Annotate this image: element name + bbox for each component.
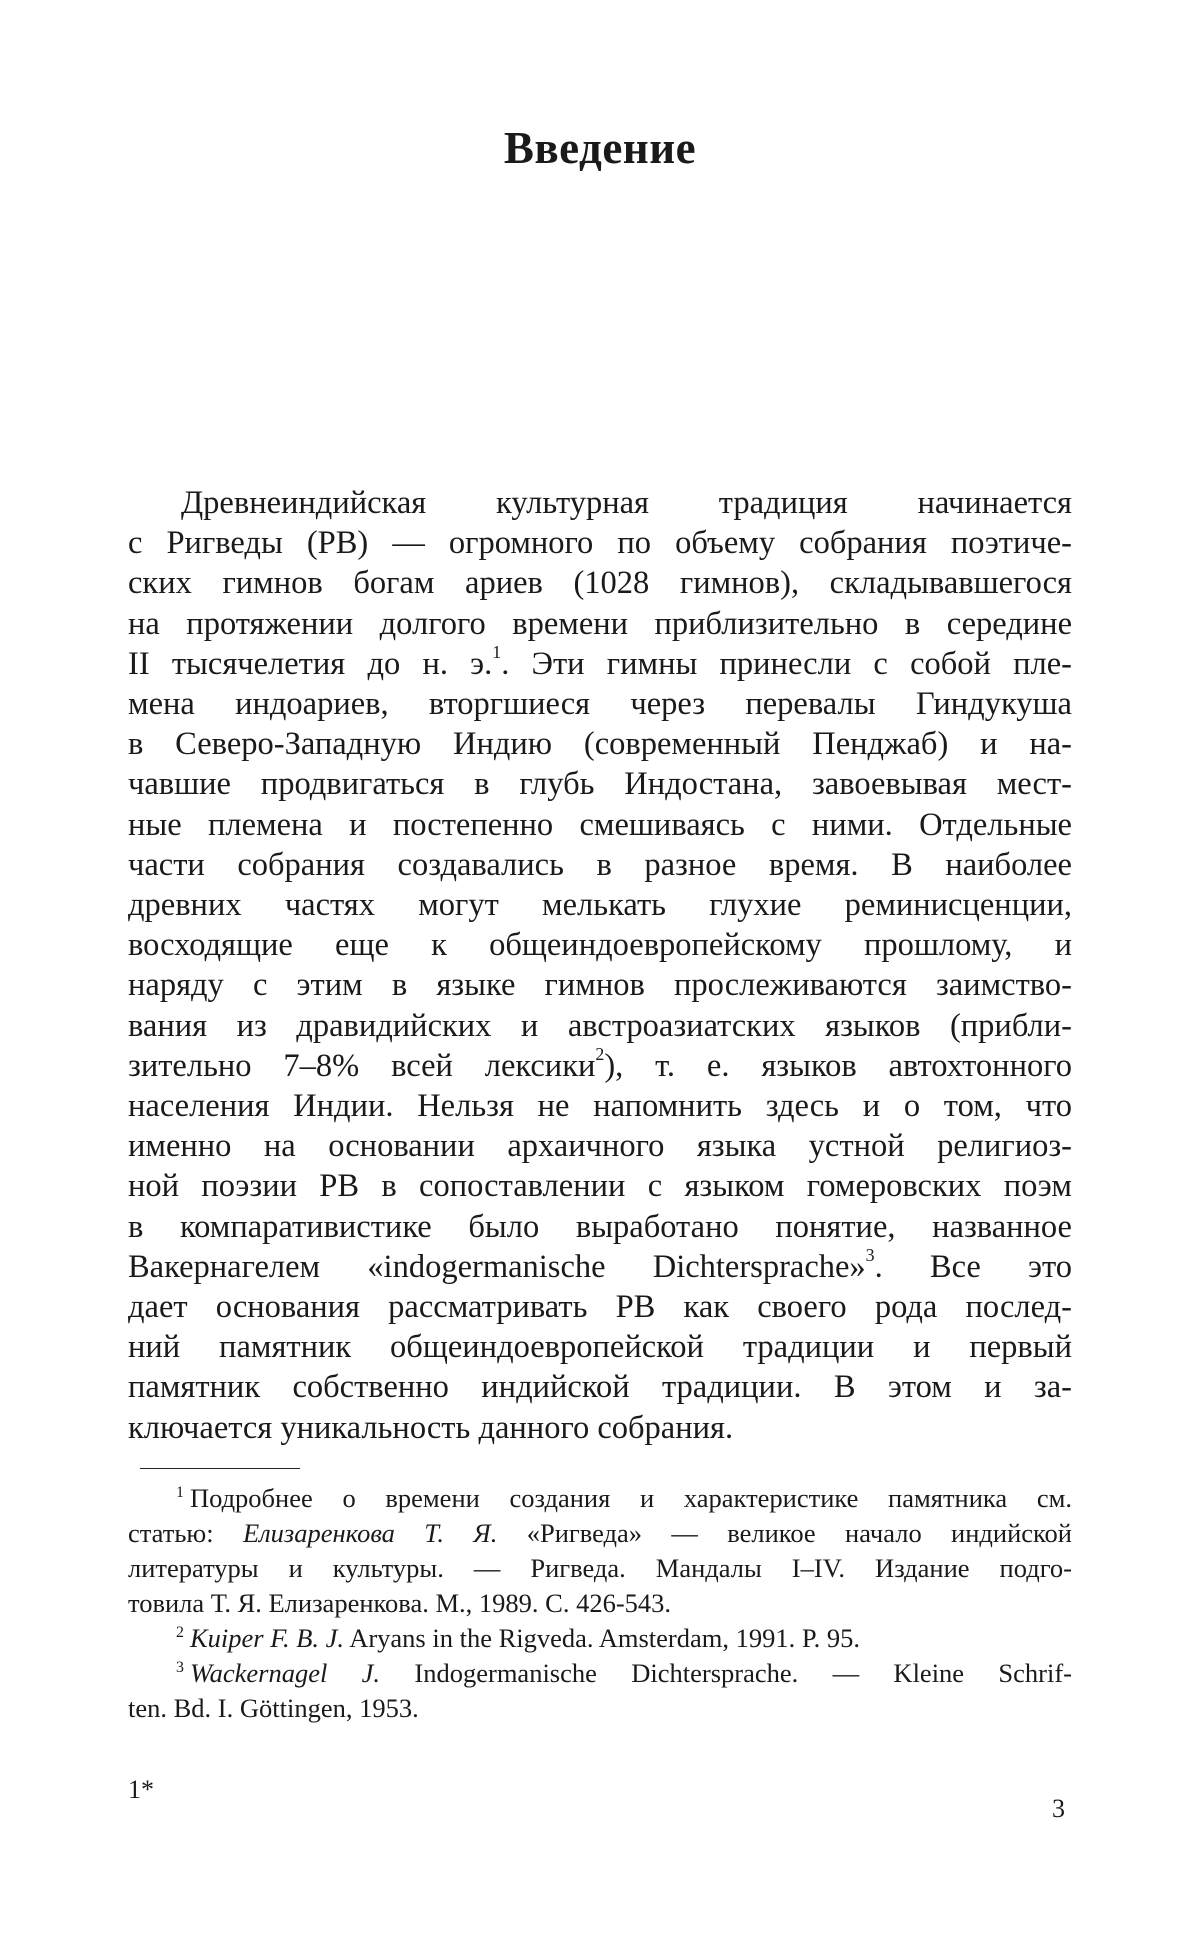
footnote-mark: 1 <box>176 1484 184 1502</box>
footnote-text: Подробнее о времени создания и характеристике памятника см. <box>189 1483 1072 1513</box>
page-title: Введение <box>503 123 697 173</box>
footnote-author: Елизаренкова Т. Я. <box>242 1518 498 1548</box>
footnote-text: статью: <box>128 1518 243 1548</box>
text-line: в компаративистике было выработано понятие, названное <box>128 1208 1072 1245</box>
text-line: на протяжении долгого времени приблизительно в середине <box>128 605 1072 642</box>
text-line: древних частях могут мелькать глухие реминисценции, <box>128 887 1072 924</box>
text-line <box>128 1046 1072 1086</box>
footnotes <box>128 1481 1072 1726</box>
page-number: 3 <box>1052 1794 1065 1823</box>
text-line: ной поэзии РВ в сопоставлении с языком гомеровских поэм <box>128 1168 1072 1205</box>
footnote-mark: 3 <box>176 1659 184 1677</box>
footnote-line: товила Т. Я. Елизаренкова. М., 1989. С. 426-543. <box>128 1588 672 1618</box>
footnote-3 <box>128 1656 1072 1691</box>
text-line <box>128 1247 1072 1287</box>
main-paragraph <box>128 483 1072 1448</box>
text-segment: II тысячелетия до н. э. <box>128 645 493 682</box>
footnote-line <box>128 1516 1072 1551</box>
footnote-ref-1[interactable]: 1 <box>492 642 502 663</box>
text-line: части собрания создавались в разное время. В наиболее <box>128 846 1072 883</box>
footnote-text: «Ригведа» — великое начало индийской <box>497 1518 1072 1548</box>
text-segment: . Все это <box>874 1248 1072 1285</box>
footnote-2 <box>128 1621 1072 1656</box>
footnote-divider <box>140 1468 300 1469</box>
footnote-text: Aryans in the Rigveda. Amsterdam, 1991. P. 95. <box>344 1623 861 1653</box>
text-line: вания из дравидийских и австроазиатских языков (прибли- <box>128 1007 1072 1044</box>
text-line: населения Индии. Нельзя не напомнить здесь и о том, что <box>128 1088 1072 1125</box>
text-line: Древнеиндийская культурная традиция начинается <box>181 485 1072 521</box>
text-line: мена индоариев, вторгшиеся через перевалы Гиндукуша <box>128 686 1072 723</box>
footnote-1 <box>128 1481 1072 1516</box>
text-line: ний памятник общеиндоевропейской традиции и первый <box>128 1329 1072 1366</box>
signature-mark: 1* <box>128 1775 154 1804</box>
text-line: восходящие еще к общеиндоевропейскому прошлому, и <box>128 927 1072 964</box>
text-line: чавшие продвигаться в глубь Индостана, завоевывая мест- <box>128 766 1072 803</box>
text-line: памятник собственно индийской традиции. В этом и за- <box>128 1369 1072 1406</box>
text-line: ключается уникальность данного собрания. <box>128 1409 734 1446</box>
footnote-line: ten. Bd. I. Göttingen, 1953. <box>128 1693 419 1723</box>
footnote-text: Indogermanische Dichtersprache. — Kleine Schrif- <box>380 1658 1072 1688</box>
text-line: с Ригведы (РВ) — огромного по объему собрания поэтиче- <box>128 525 1072 562</box>
text-line <box>128 644 1072 684</box>
footnote-ref-3[interactable]: 3 <box>865 1245 875 1266</box>
footnote-author: Kuiper F. B. J. <box>189 1623 345 1653</box>
text-segment: ), т. е. языков автохтонного <box>604 1047 1072 1084</box>
text-segment: Вакернагелем «indogermanische Dichtersprache» <box>128 1248 866 1285</box>
text-segment: зительно 7–8% всей лексики <box>128 1047 596 1084</box>
footnote-line: литературы и культуры. — Ригведа. Мандалы I–IV. Издание подго- <box>128 1553 1072 1583</box>
text-line: в Северо-Западную Индию (современный Пенджаб) и на- <box>128 726 1072 763</box>
text-line: дает основания рассматривать РВ как своего рода послед- <box>128 1289 1072 1326</box>
footnote-ref-2[interactable]: 2 <box>595 1044 605 1065</box>
text-line: ные племена и постепенно смешиваясь с ними. Отдельные <box>128 806 1072 843</box>
text-line: ских гимнов богам ариев (1028 гимнов), складывавшегося <box>128 565 1072 602</box>
text-line: наряду с этим в языке гимнов прослеживаются заимство- <box>128 967 1072 1004</box>
text-line: именно на основании архаичного языка устной религиоз- <box>128 1128 1072 1165</box>
footnote-mark: 2 <box>176 1624 184 1642</box>
text-segment: . Эти гимны принесли с собой пле- <box>501 645 1072 682</box>
footnote-author: Wackernagel J. <box>189 1658 381 1688</box>
